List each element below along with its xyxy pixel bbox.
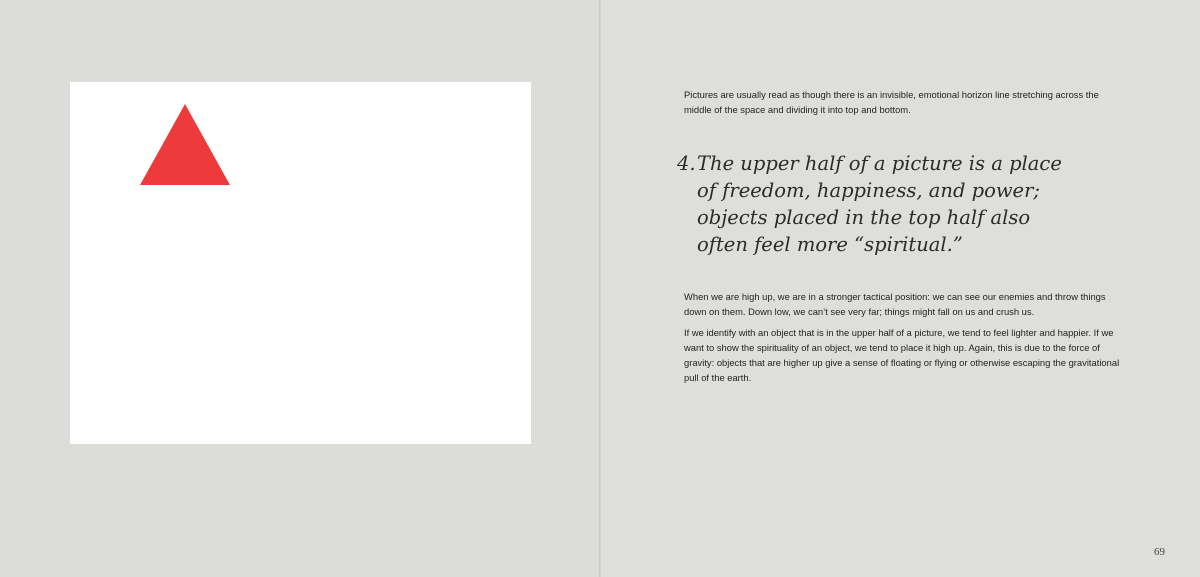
- body-paragraph-2: If we identify with an object that is in the upper half of a picture, we tend to feel lighter and happier. If we want to show the spirituality of an object, we tend to place it high up. Again, this is due to the force of gravity: objects that are higher up give a sense of floating or flying or otherwise escaping the gravitational pull of the earth.: [684, 327, 1120, 383]
- illustration-canvas: [70, 82, 531, 444]
- principle-number: 4.: [677, 152, 696, 175]
- page-number: 69: [1154, 546, 1165, 558]
- body-paragraph-1: When we are high up, we are in a stronger tactical position: we can see our enemies and throw things down on them. Down low, we can’t see very far; things might fall on us and crush us.: [684, 291, 1106, 317]
- red-triangle: [140, 104, 230, 185]
- intro-paragraph: Pictures are usually read as though there is an invisible, emotional horizon line stretching across the middle of the space and dividing it into top and bottom.: [684, 89, 1099, 115]
- principle-text: The upper half of a picture is a place of freedom, happiness, and power; objects placed in the top half also often feel more “spiritual.”: [697, 152, 1062, 256]
- body-text: [684, 289, 1124, 391]
- right-page: [601, 0, 1200, 577]
